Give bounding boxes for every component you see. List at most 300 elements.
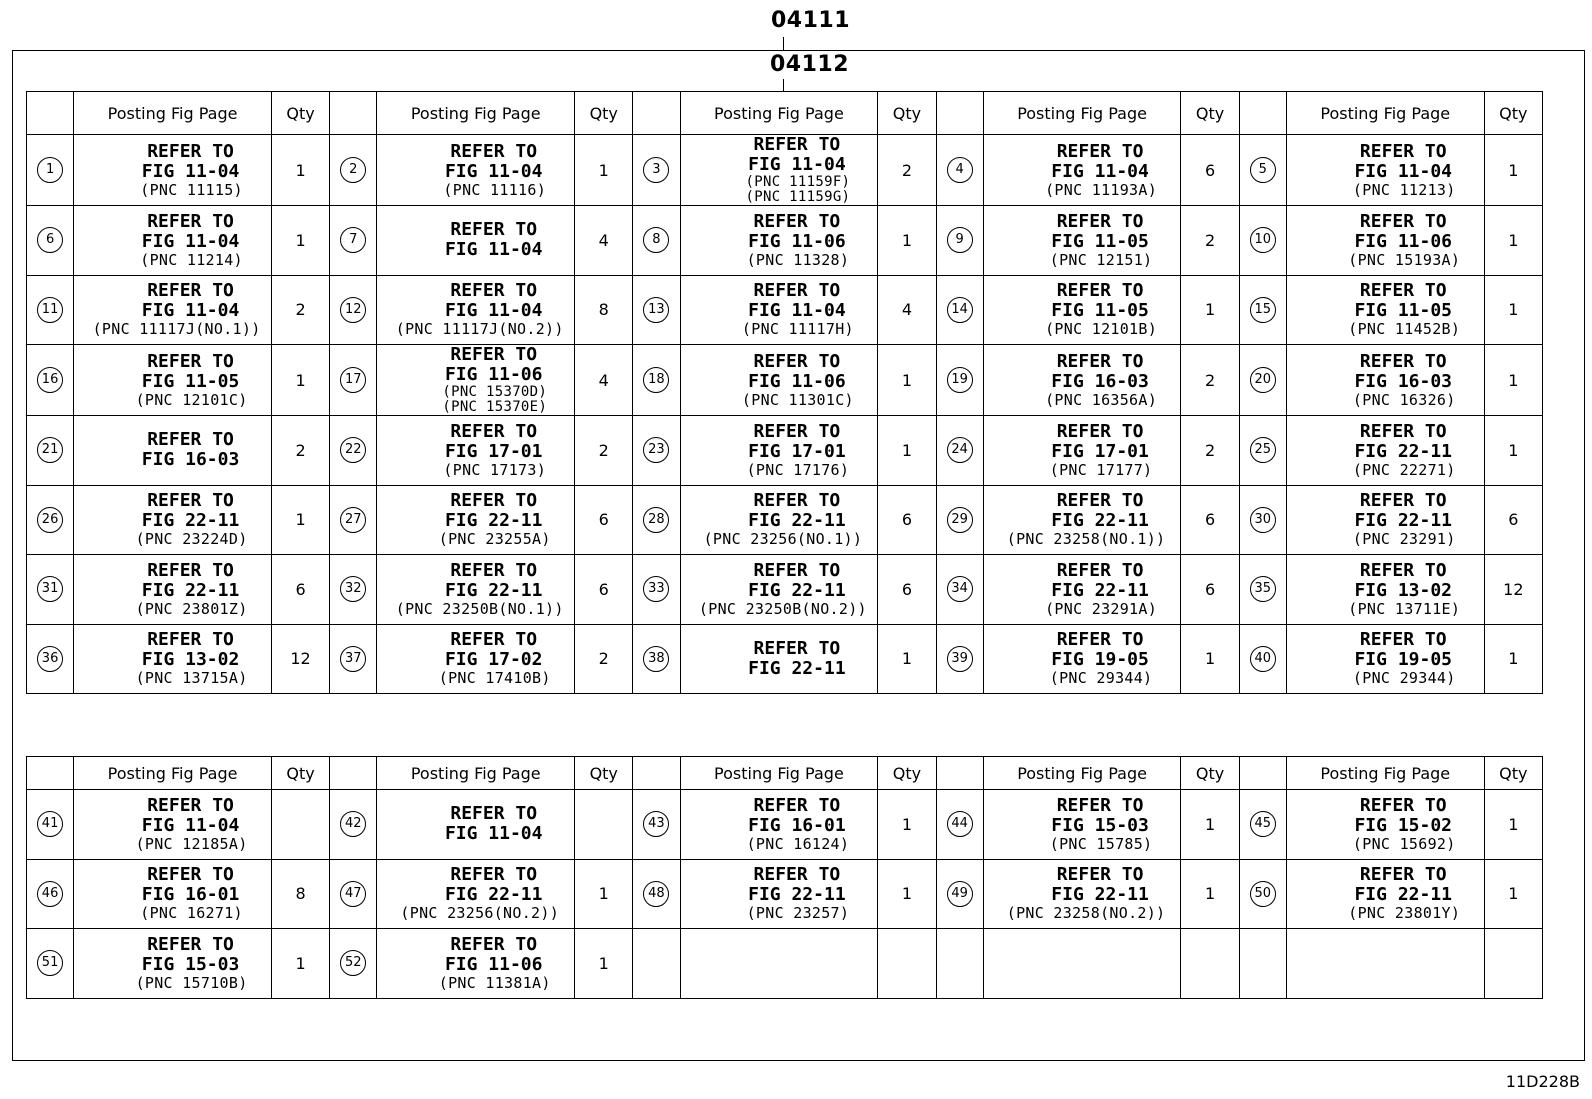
refer-to-text: REFER TO <box>1359 629 1447 651</box>
fig-reference-text: FIG 22-11 <box>748 884 846 906</box>
qty-value: 6 <box>1204 579 1216 599</box>
fig-reference-text: FIG 16-01 <box>748 814 846 836</box>
header-posting-fig-page: Posting Fig Page <box>377 757 575 790</box>
pnc-text: (PNC 23250B(NO.1)) <box>395 599 564 618</box>
header-qty: Qty <box>271 757 329 790</box>
qty-value: 1 <box>598 953 609 973</box>
refer-to-text: REFER TO <box>147 490 234 512</box>
item-number-cell <box>1239 790 1286 860</box>
item-number-badge: 15 <box>1250 297 1276 323</box>
fig-reference-text: FIG 11-04 <box>141 814 240 836</box>
posting-fig-page-cell <box>377 135 575 206</box>
posting-fig-page-cell <box>680 790 878 860</box>
refer-to-text: REFER TO <box>1056 490 1144 512</box>
item-number-badge: 31 <box>37 576 63 602</box>
item-number-cell <box>27 416 74 486</box>
qty-value: 1 <box>1508 300 1519 320</box>
item-number-cell <box>633 345 680 416</box>
posting-fig-page-cell <box>74 624 272 694</box>
posting-fig-page-cell <box>74 555 272 625</box>
pnc-text: (PNC 11117H) <box>741 320 854 339</box>
table-row <box>27 275 1543 345</box>
qty-cell <box>575 485 633 555</box>
qty-cell <box>878 624 936 694</box>
header-blank <box>330 92 377 135</box>
header-qty: Qty <box>271 92 329 135</box>
posting-fig-page-cell <box>983 416 1181 486</box>
fig-reference-text: FIG 19-05 <box>1051 649 1149 671</box>
qty-cell <box>1181 416 1239 486</box>
item-number-cell <box>27 345 74 416</box>
qty-value: 1 <box>295 160 306 180</box>
refer-to-text: REFER TO <box>147 629 234 651</box>
posting-fig-page-cell <box>983 859 1181 929</box>
fig-reference-text: FIG 15-03 <box>1051 814 1149 836</box>
pnc-text: (PNC 15710B) <box>135 973 248 992</box>
item-number-cell <box>936 275 983 345</box>
item-number-badge: 29 <box>947 507 973 533</box>
qty-value: 1 <box>901 884 912 904</box>
posting-fig-page-cell <box>1286 345 1484 416</box>
qty-cell <box>1181 859 1239 929</box>
posting-fig-page-cell <box>680 485 878 555</box>
item-number-cell <box>633 555 680 625</box>
fig-reference-text: FIG 16-03 <box>141 449 240 471</box>
refer-to-text: REFER TO <box>1056 280 1144 302</box>
header-posting-fig-page: Posting Fig Page <box>377 92 575 135</box>
item-number-cell <box>633 485 680 555</box>
item-number-cell <box>936 624 983 694</box>
refer-to-text: REFER TO <box>1359 280 1447 302</box>
fig-reference-text: FIG 22-11 <box>748 579 846 601</box>
qty-value: 6 <box>598 510 609 530</box>
refer-to-text: REFER TO <box>147 429 234 451</box>
fig-reference-text: FIG 22-11 <box>444 579 543 601</box>
posting-fig-page-cell <box>983 135 1181 206</box>
pnc-text: (PNC 11193A) <box>1045 180 1158 199</box>
item-number-cell <box>1239 555 1286 625</box>
qty-cell <box>271 790 329 860</box>
qty-cell <box>1484 275 1542 345</box>
header-posting-fig-page: Posting Fig Page <box>680 92 878 135</box>
fig-reference-text: FIG 22-11 <box>1354 510 1453 532</box>
qty-cell <box>1181 929 1239 999</box>
pnc-text: (PNC 11381A) <box>438 973 551 992</box>
qty-cell <box>1181 135 1239 206</box>
fig-reference-text: FIG 11-06 <box>1354 230 1453 252</box>
item-number-cell <box>633 929 680 999</box>
qty-cell <box>878 345 936 416</box>
refer-to-text: REFER TO <box>753 559 841 581</box>
item-number-cell <box>633 624 680 694</box>
qty-value: 1 <box>1204 814 1216 834</box>
posting-fig-page-cell <box>680 345 878 416</box>
header-qty: Qty <box>878 757 936 790</box>
refer-to-text: REFER TO <box>753 864 841 886</box>
item-number-cell <box>27 206 74 276</box>
pnc-text: (PNC 11159F) <box>745 174 851 190</box>
qty-cell <box>878 859 936 929</box>
header-blank <box>1239 92 1286 135</box>
item-number-badge: 47 <box>340 881 366 907</box>
qty-cell <box>575 345 633 416</box>
qty-cell <box>1181 555 1239 625</box>
qty-cell <box>1484 859 1542 929</box>
qty-value: 6 <box>1508 510 1519 530</box>
table-row <box>27 859 1543 929</box>
qty-cell <box>1484 206 1542 276</box>
qty-value: 4 <box>598 370 609 390</box>
item-number-badge: 14 <box>947 297 973 323</box>
item-number-badge: 42 <box>340 811 366 837</box>
pnc-text: (PNC 16271) <box>140 904 243 923</box>
qty-value: 1 <box>901 230 912 250</box>
header-posting-fig-page: Posting Fig Page <box>74 92 272 135</box>
refer-to-text: REFER TO <box>450 864 538 886</box>
assembly-code-sub: 04112 <box>770 52 850 77</box>
pnc-text: (PNC 16326) <box>1352 390 1456 409</box>
pnc-text: (PNC 12151) <box>1049 250 1153 269</box>
item-number-cell <box>633 859 680 929</box>
assembly-code-top: 04111 <box>771 8 851 33</box>
fig-reference-text: FIG 22-11 <box>1051 579 1149 601</box>
item-number-badge: 44 <box>947 811 973 837</box>
qty-cell <box>878 790 936 860</box>
item-number-badge: 43 <box>643 811 669 837</box>
pnc-text: (PNC 11115) <box>140 180 243 199</box>
item-number-badge: 32 <box>340 576 366 602</box>
pnc-text: (PNC 11159G) <box>745 189 851 205</box>
qty-cell <box>878 416 936 486</box>
refer-to-text: REFER TO <box>450 344 538 365</box>
fig-reference-text: FIG 11-04 <box>748 154 846 175</box>
item-number-badge: 40 <box>1250 646 1276 672</box>
pnc-text: (PNC 11117J(NO.2)) <box>395 320 564 339</box>
posting-fig-page-cell <box>377 555 575 625</box>
item-number-badge: 5 <box>1250 157 1276 183</box>
item-number-cell <box>330 929 377 999</box>
qty-value: 1 <box>901 814 912 834</box>
refer-to-text: REFER TO <box>450 559 538 581</box>
posting-fig-page-cell <box>1286 416 1484 486</box>
pnc-text: (PNC 23257) <box>746 904 850 923</box>
qty-value: 1 <box>1508 230 1519 250</box>
posting-fig-page-cell <box>377 929 575 999</box>
refer-to-text: REFER TO <box>1359 559 1447 581</box>
fig-reference-text: FIG 22-11 <box>141 579 240 601</box>
header-blank <box>330 757 377 790</box>
fig-reference-text: FIG 22-11 <box>748 657 846 679</box>
pnc-text: (PNC 11301C) <box>741 390 854 409</box>
posting-fig-page-cell <box>1286 929 1484 999</box>
fig-reference-text: FIG 11-06 <box>444 364 543 385</box>
refer-to-text: REFER TO <box>147 350 234 372</box>
table-header-row <box>27 92 1543 135</box>
header-blank <box>27 757 74 790</box>
item-number-cell <box>27 555 74 625</box>
qty-cell <box>1181 345 1239 416</box>
qty-value: 2 <box>295 440 306 460</box>
item-number-badge: 23 <box>643 437 669 463</box>
qty-cell <box>1484 135 1542 206</box>
fig-reference-text: FIG 17-01 <box>444 440 543 462</box>
posting-fig-page-cell <box>377 416 575 486</box>
pnc-text: (PNC 23801Z) <box>135 599 248 618</box>
pnc-text: (PNC 23291A) <box>1045 599 1158 618</box>
header-blank <box>633 757 680 790</box>
posting-fig-page-cell <box>74 345 272 416</box>
qty-value: 2 <box>598 440 609 460</box>
posting-fig-page-cell <box>680 135 878 206</box>
qty-value: 2 <box>598 649 609 669</box>
pnc-text: (PNC 11116) <box>443 180 547 199</box>
qty-value: 2 <box>295 300 306 320</box>
pnc-text: (PNC 23258(NO.2)) <box>1006 904 1166 923</box>
pnc-text: (PNC 11213) <box>1352 180 1456 199</box>
item-number-cell <box>330 206 377 276</box>
pnc-text: (PNC 17410B) <box>438 669 551 688</box>
qty-cell <box>271 416 329 486</box>
qty-value: 2 <box>1204 370 1216 390</box>
qty-cell <box>271 555 329 625</box>
fig-reference-text: FIG 11-05 <box>1051 230 1149 252</box>
item-number-badge: 2 <box>340 157 366 183</box>
table-row <box>27 206 1543 276</box>
refer-to-text: REFER TO <box>147 559 234 581</box>
qty-cell <box>1181 790 1239 860</box>
refer-to-text: REFER TO <box>753 280 841 302</box>
pnc-text: (PNC 17173) <box>443 460 547 479</box>
qty-cell <box>1484 790 1542 860</box>
fig-reference-text: FIG 17-01 <box>1051 440 1149 462</box>
item-number-badge: 50 <box>1250 881 1276 907</box>
item-number-badge: 41 <box>37 811 63 837</box>
header-blank <box>936 757 983 790</box>
pnc-text: (PNC 11452B) <box>1348 320 1461 339</box>
qty-value: 1 <box>295 953 306 973</box>
item-number-cell <box>27 624 74 694</box>
posting-fig-page-cell <box>983 345 1181 416</box>
fig-reference-text: FIG 16-01 <box>141 884 240 906</box>
item-number-cell <box>330 135 377 206</box>
qty-value: 1 <box>295 510 306 530</box>
fig-reference-text: FIG 16-03 <box>1051 370 1149 392</box>
refer-to-text: REFER TO <box>1056 420 1144 442</box>
qty-cell <box>878 485 936 555</box>
qty-value: 1 <box>901 649 912 669</box>
fig-reference-text: FIG 16-03 <box>1354 370 1453 392</box>
qty-value: 12 <box>290 649 311 669</box>
qty-cell <box>1181 624 1239 694</box>
item-number-cell <box>1239 416 1286 486</box>
posting-fig-page-cell <box>377 859 575 929</box>
qty-cell <box>878 275 936 345</box>
pnc-text: (PNC 15370D) <box>442 384 548 400</box>
item-number-cell <box>330 859 377 929</box>
item-number-cell <box>1239 624 1286 694</box>
posting-fig-page-cell <box>680 555 878 625</box>
refer-to-text: REFER TO <box>1359 864 1447 886</box>
posting-fig-page-cell <box>983 206 1181 276</box>
posting-fig-page-cell <box>74 135 272 206</box>
pnc-text: (PNC 11214) <box>140 250 243 269</box>
item-number-cell <box>27 790 74 860</box>
item-number-cell <box>936 485 983 555</box>
refer-to-text: REFER TO <box>450 219 538 241</box>
fig-reference-text: FIG 11-04 <box>1354 160 1453 182</box>
fig-reference-text: FIG 11-04 <box>141 300 240 322</box>
qty-cell <box>575 275 633 345</box>
fig-reference-text: FIG 11-05 <box>141 370 240 392</box>
header-blank <box>27 92 74 135</box>
qty-value: 8 <box>295 884 306 904</box>
posting-fig-page-cell <box>983 624 1181 694</box>
posting-fig-page-cell <box>1286 555 1484 625</box>
qty-cell <box>271 206 329 276</box>
fig-reference-text: FIG 11-05 <box>1354 300 1453 322</box>
qty-value: 6 <box>1204 160 1216 180</box>
qty-cell <box>1484 624 1542 694</box>
qty-cell <box>271 135 329 206</box>
item-number-cell <box>27 859 74 929</box>
fig-reference-text: FIG 11-04 <box>141 160 240 182</box>
qty-value: 1 <box>1508 814 1519 834</box>
item-number-cell <box>330 416 377 486</box>
fig-reference-text: FIG 11-04 <box>444 160 543 182</box>
fig-reference-text: FIG 11-04 <box>444 239 543 261</box>
posting-fig-page-cell <box>377 275 575 345</box>
posting-fig-page-cell <box>680 929 878 999</box>
fig-reference-text: FIG 22-11 <box>748 510 846 532</box>
item-number-badge: 8 <box>643 227 669 253</box>
fig-reference-text: FIG 19-05 <box>1354 649 1453 671</box>
table-row <box>27 345 1543 416</box>
refer-to-text: REFER TO <box>1056 794 1144 816</box>
pnc-text: (PNC 15692) <box>1352 834 1456 853</box>
qty-value: 1 <box>1508 370 1519 390</box>
refer-to-text: REFER TO <box>1359 140 1447 162</box>
pnc-text: (PNC 29344) <box>1049 669 1153 688</box>
qty-cell <box>271 345 329 416</box>
fig-reference-text: FIG 13-02 <box>1354 579 1453 601</box>
item-number-cell <box>27 135 74 206</box>
item-number-cell <box>1239 345 1286 416</box>
qty-cell <box>575 416 633 486</box>
qty-value: 1 <box>1204 300 1216 320</box>
pnc-text: (PNC 15785) <box>1049 834 1153 853</box>
item-number-badge: 49 <box>947 881 973 907</box>
header-qty: Qty <box>878 92 936 135</box>
header-posting-fig-page: Posting Fig Page <box>1286 92 1484 135</box>
posting-fig-page-cell <box>377 485 575 555</box>
refer-to-text: REFER TO <box>450 629 538 651</box>
item-number-badge: 16 <box>37 367 63 393</box>
qty-value: 6 <box>1204 510 1216 530</box>
item-number-cell <box>1239 206 1286 276</box>
qty-value: 1 <box>1508 440 1519 460</box>
item-number-badge: 45 <box>1250 811 1276 837</box>
item-number-cell <box>936 416 983 486</box>
posting-fig-page-cell <box>377 345 575 416</box>
qty-value: 1 <box>598 884 609 904</box>
header-posting-fig-page: Posting Fig Page <box>74 757 272 790</box>
refer-to-text: REFER TO <box>1359 794 1447 816</box>
item-number-badge: 34 <box>947 576 973 602</box>
qty-cell <box>1484 555 1542 625</box>
refer-to-text: REFER TO <box>147 280 234 302</box>
parts-table-upper <box>26 91 1543 694</box>
refer-to-text: REFER TO <box>450 803 538 825</box>
header-qty: Qty <box>575 92 633 135</box>
item-number-cell <box>27 275 74 345</box>
item-number-cell <box>330 275 377 345</box>
qty-cell <box>575 929 633 999</box>
table-row <box>27 416 1543 486</box>
refer-to-text: REFER TO <box>147 140 234 162</box>
refer-to-text: REFER TO <box>753 490 841 512</box>
pnc-text: (PNC 23250B(NO.2)) <box>698 599 867 618</box>
table-row <box>27 790 1543 860</box>
posting-fig-page-cell <box>1286 275 1484 345</box>
qty-cell <box>1484 345 1542 416</box>
qty-cell <box>1484 416 1542 486</box>
item-number-cell <box>633 135 680 206</box>
posting-fig-page-cell <box>74 275 272 345</box>
item-number-badge: 13 <box>643 297 669 323</box>
qty-value: 1 <box>901 440 912 460</box>
qty-cell <box>878 555 936 625</box>
refer-to-text: REFER TO <box>450 933 538 955</box>
item-number-badge: 3 <box>643 157 669 183</box>
table-row <box>27 624 1543 694</box>
item-number-cell <box>936 135 983 206</box>
qty-value: 1 <box>901 370 912 390</box>
pnc-text: (PNC 23255A) <box>438 530 551 549</box>
fig-reference-text: FIG 22-11 <box>1354 440 1453 462</box>
qty-cell <box>878 135 936 206</box>
header-posting-fig-page: Posting Fig Page <box>983 757 1181 790</box>
qty-cell <box>271 624 329 694</box>
table-row <box>27 485 1543 555</box>
item-number-badge: 11 <box>37 297 63 323</box>
connector-line <box>783 79 784 91</box>
item-number-cell <box>1239 929 1286 999</box>
header-posting-fig-page: Posting Fig Page <box>680 757 878 790</box>
posting-fig-page-cell <box>983 929 1181 999</box>
pnc-text: (PNC 16124) <box>746 834 850 853</box>
fig-reference-text: FIG 15-02 <box>1354 814 1453 836</box>
item-number-badge: 21 <box>37 437 63 463</box>
pnc-text: (PNC 16356A) <box>1045 390 1158 409</box>
pnc-text: (PNC 23258(NO.1)) <box>1006 530 1166 549</box>
header-blank <box>1239 757 1286 790</box>
table-row <box>27 929 1543 999</box>
item-number-cell <box>330 790 377 860</box>
posting-fig-page-cell <box>1286 790 1484 860</box>
qty-cell <box>271 485 329 555</box>
refer-to-text: REFER TO <box>1056 629 1144 651</box>
header-blank <box>633 92 680 135</box>
header-posting-fig-page: Posting Fig Page <box>983 92 1181 135</box>
item-number-cell <box>1239 275 1286 345</box>
fig-reference-text: FIG 22-11 <box>141 510 240 532</box>
item-number-badge: 46 <box>37 881 63 907</box>
qty-value: 6 <box>598 579 609 599</box>
refer-to-text: REFER TO <box>1056 140 1144 162</box>
item-number-cell <box>1239 859 1286 929</box>
pnc-text: (PNC 17176) <box>746 460 850 479</box>
qty-cell <box>878 206 936 276</box>
